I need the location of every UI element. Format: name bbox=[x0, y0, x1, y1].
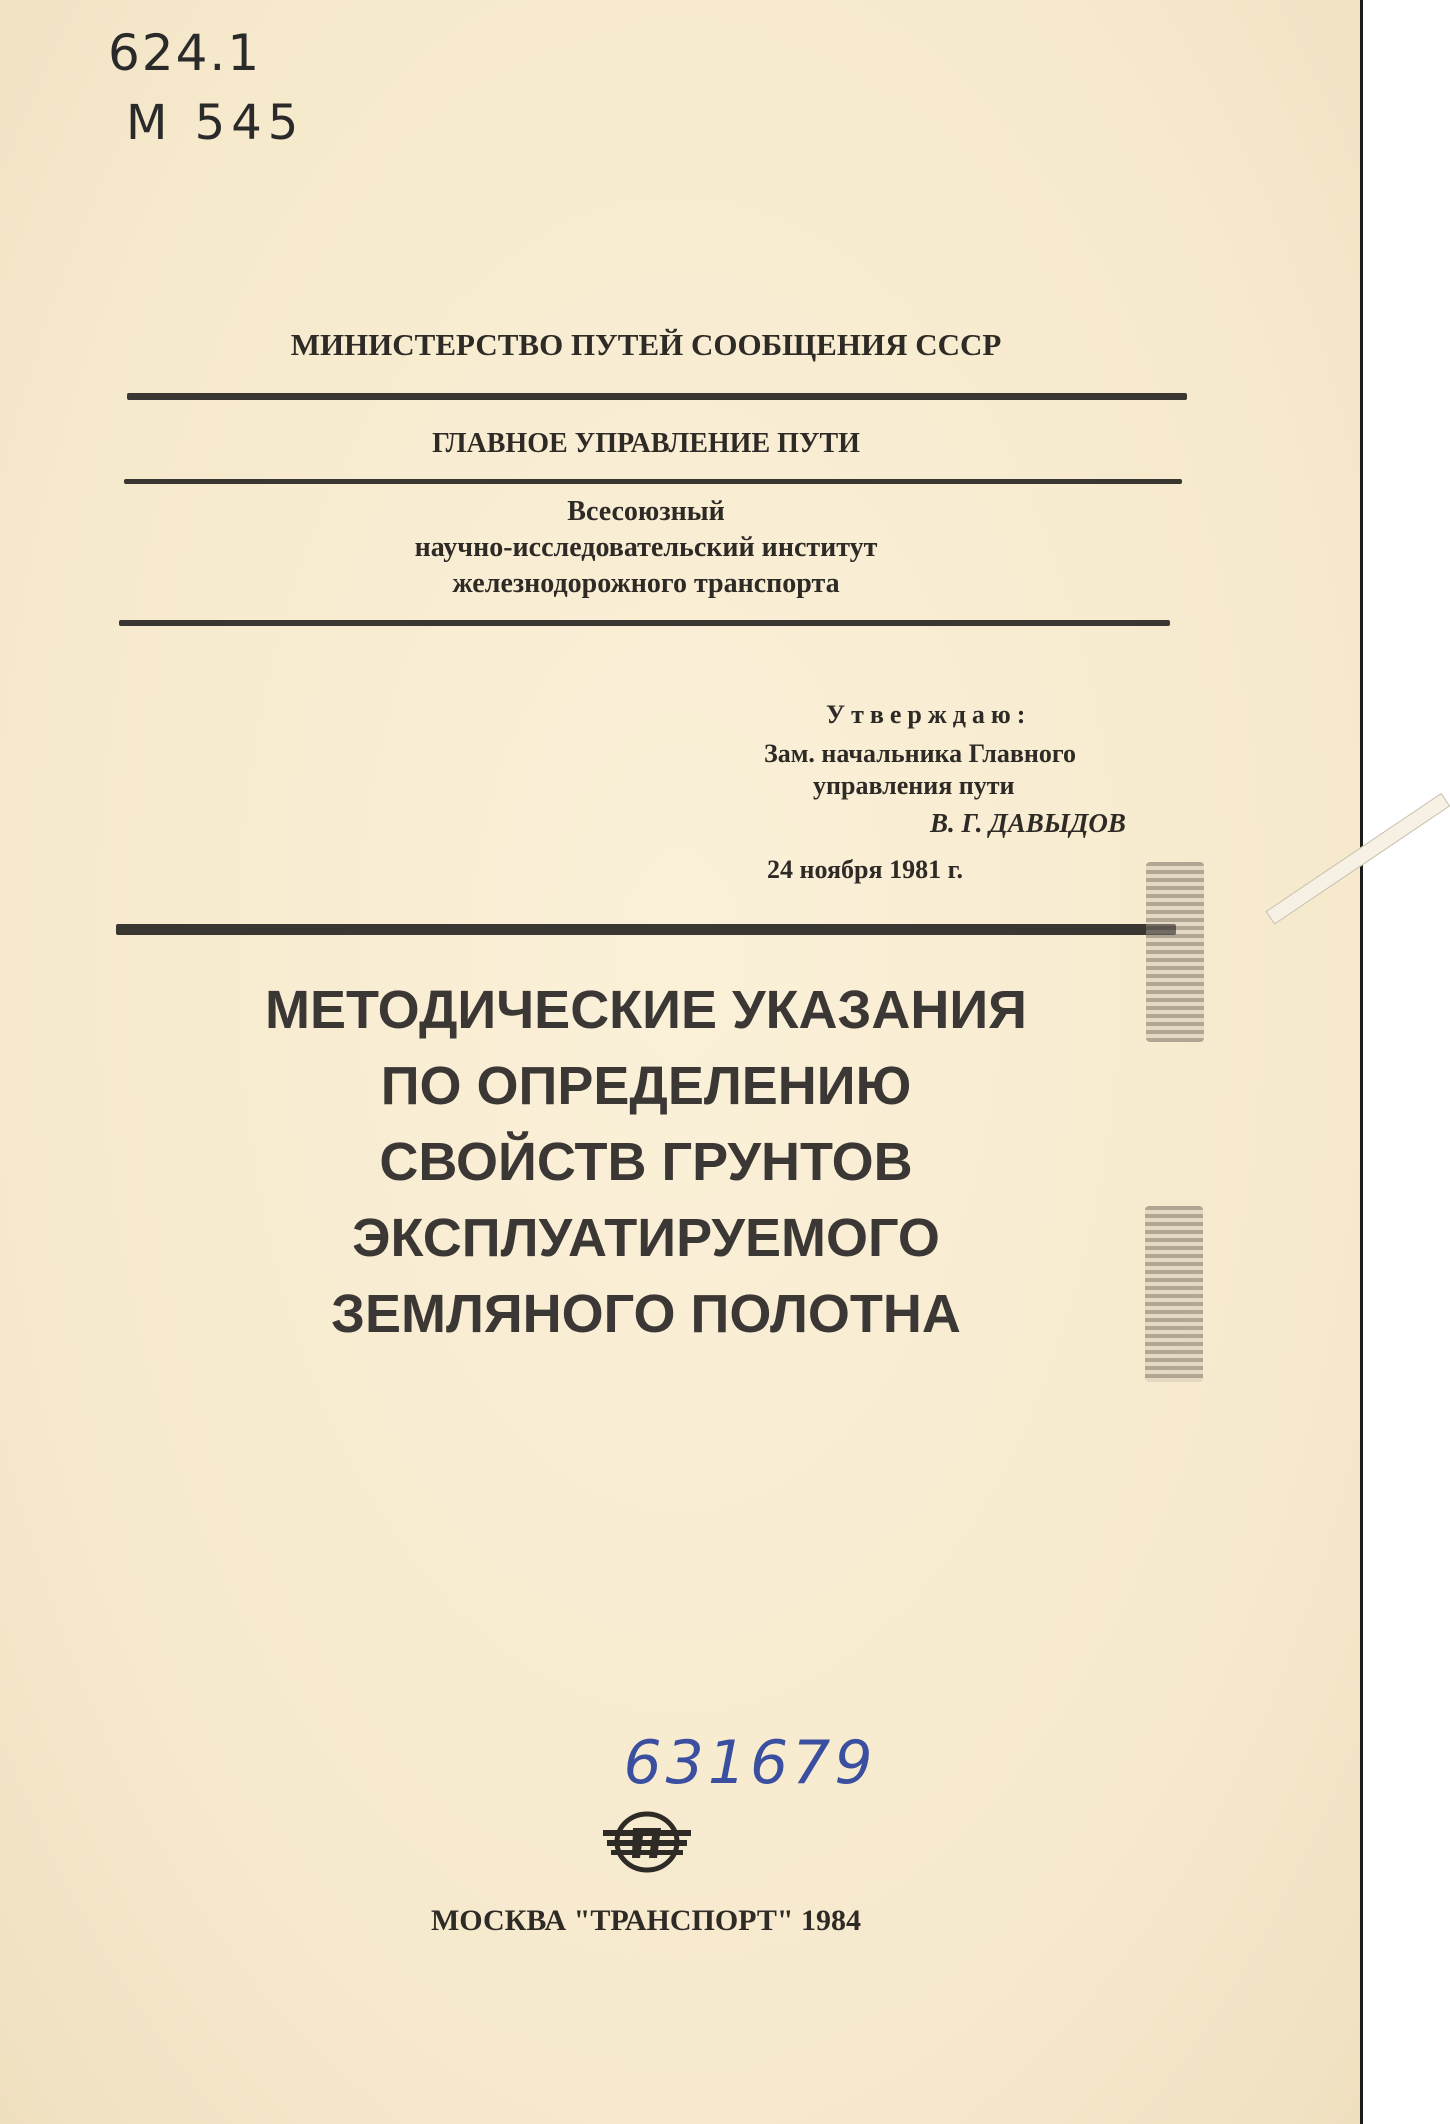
divider-rule bbox=[119, 620, 1170, 626]
institute-name bbox=[106, 494, 1186, 602]
institute-line: научно-исследовательский институт bbox=[414, 532, 878, 563]
binding-mark bbox=[1146, 862, 1204, 1042]
title-line: ЗЕМЛЯНОГО ПОЛОТНА bbox=[331, 1284, 961, 1344]
publisher-logo-icon bbox=[599, 1810, 695, 1879]
call-number-line2: М 545 bbox=[126, 95, 305, 151]
institute-line: железнодорожного транспорта bbox=[452, 568, 840, 599]
title-line: ПО ОПРЕДЕЛЕНИЮ bbox=[380, 1056, 912, 1116]
title-line: МЕТОДИЧЕСКИЕ УКАЗАНИЯ bbox=[265, 980, 1027, 1040]
document-title bbox=[106, 972, 1186, 1352]
inventory-number: 631679 bbox=[623, 1728, 877, 1798]
divider-rule bbox=[124, 479, 1182, 484]
call-number-line1: 624.1 bbox=[108, 24, 262, 82]
divider-rule-thick bbox=[116, 924, 1176, 935]
publisher-imprint: МОСКВА "ТРАНСПОРТ" 1984 bbox=[430, 1904, 862, 1937]
binding-mark bbox=[1145, 1206, 1203, 1382]
institute-line: Всесоюзный bbox=[567, 496, 725, 527]
approval-date: 24 ноября 1981 г. bbox=[767, 855, 963, 884]
title-line: ЭКСПЛУАТИРУЕМОГО bbox=[352, 1208, 940, 1268]
title-line: СВОЙСТВ ГРУНТОВ bbox=[379, 1132, 913, 1192]
approver-name: В. Г. ДАВЫДОВ bbox=[930, 808, 1126, 838]
directorate-name: ГЛАВНОЕ УПРАВЛЕНИЕ ПУТИ bbox=[432, 428, 860, 459]
approval-label: Утверждаю: bbox=[826, 700, 1032, 729]
approver-position-line2: управления пути bbox=[813, 771, 1015, 800]
divider-rule bbox=[127, 393, 1187, 400]
ministry-name: МИНИСТЕРСТВО ПУТЕЙ СООБЩЕНИЯ СССР bbox=[290, 327, 1002, 362]
approver-position-line1: Зам. начальника Главного bbox=[764, 739, 1077, 768]
